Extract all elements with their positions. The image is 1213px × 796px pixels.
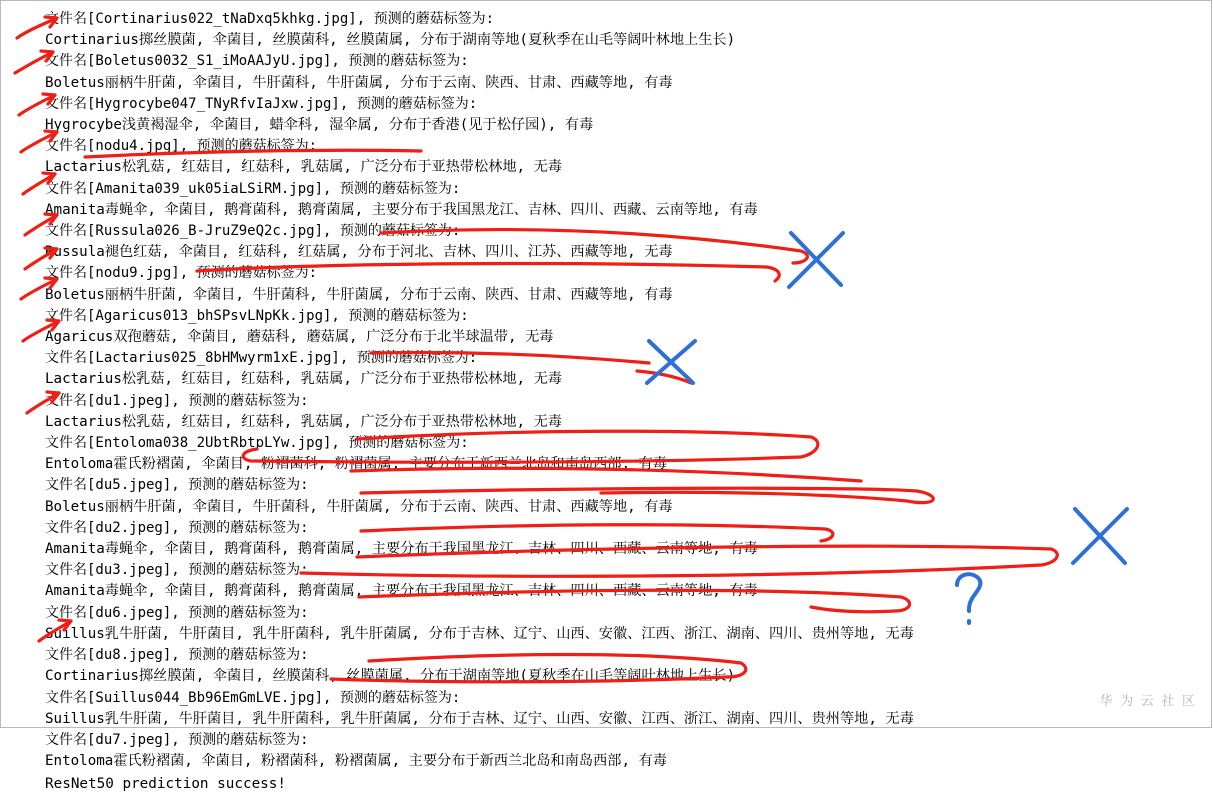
list-item bbox=[1, 179, 1213, 221]
status-text: ResNet50 prediction success! bbox=[45, 776, 287, 793]
file-header: 文件名[du3.jpeg], 预测的蘑菇标签为: bbox=[45, 562, 309, 579]
list-item bbox=[1, 136, 1213, 178]
prediction-text: Amanita毒蝇伞, 伞菌目, 鹅膏菌科, 鹅膏菌属, 主要分布于我国黑龙江、吉林、四川、西藏、云南等地, 有毒 bbox=[45, 583, 758, 600]
list-item bbox=[1, 94, 1213, 136]
file-header: 文件名[Suillus044_Bb96EmGmLVE.jpg], 预测的蘑菇标签为: bbox=[45, 689, 461, 706]
prediction-text: Cortinarius掷丝膜菌, 伞菌目, 丝膜菌科, 丝膜菌属, 分布于湖南等地(夏秋季在山毛等阔叶林地上生长) bbox=[45, 32, 736, 49]
prediction-text: Lactarius松乳菇, 红菇目, 红菇科, 乳菇属, 广泛分布于亚热带松林地, 无毒 bbox=[45, 371, 562, 388]
list-item bbox=[1, 518, 1213, 560]
list-item bbox=[1, 51, 1213, 93]
list-item bbox=[1, 391, 1213, 433]
file-header: 文件名[Agaricus013_bhSPsvLNpKk.jpg], 预测的蘑菇标签为: bbox=[45, 307, 469, 324]
prediction-text: Lactarius松乳菇, 红菇目, 红菇科, 乳菇属, 广泛分布于亚热带松林地, 无毒 bbox=[45, 159, 562, 176]
file-header: 文件名[du7.jpeg], 预测的蘑菇标签为: bbox=[45, 731, 309, 748]
file-header: 文件名[Cortinarius022_tNaDxq5khkg.jpg], 预测的蘑菇标签为: bbox=[45, 11, 495, 27]
list-item bbox=[1, 433, 1213, 475]
console-output bbox=[1, 1, 1213, 796]
file-header: 文件名[du8.jpeg], 预测的蘑菇标签为: bbox=[45, 647, 309, 664]
prediction-text: Suillus乳牛肝菌, 牛肝菌目, 乳牛肝菌科, 乳牛肝菌属, 分布于吉林、辽宁、山西、安徽、江西、浙江、湖南、四川、贵州等地, 无毒 bbox=[45, 710, 914, 727]
list-item bbox=[1, 475, 1213, 517]
file-header: 文件名[Hygrocybe047_TNyRfvIaJxw.jpg], 预测的蘑菇标签为: bbox=[45, 95, 478, 112]
prediction-text: Russula褪色红菇, 伞菌目, 红菇科, 红菇属, 分布于河北、吉林、四川、江苏、西藏等地, 无毒 bbox=[45, 244, 673, 261]
list-item bbox=[1, 560, 1213, 602]
file-header: 文件名[du6.jpeg], 预测的蘑菇标签为: bbox=[45, 604, 309, 621]
list-item bbox=[1, 221, 1213, 263]
list-item bbox=[1, 645, 1213, 687]
watermark: 华 为 云 社 区 bbox=[1099, 693, 1197, 708]
prediction-text: Amanita毒蝇伞, 伞菌目, 鹅膏菌科, 鹅膏菌属, 主要分布于我国黑龙江、吉林、四川、西藏、云南等地, 有毒 bbox=[45, 201, 758, 218]
list-item bbox=[1, 730, 1213, 772]
file-header: 文件名[du2.jpeg], 预测的蘑菇标签为: bbox=[45, 519, 309, 536]
prediction-text: Entoloma霍氏粉褶菌, 伞菌目, 粉褶菌科, 粉褶菌属, 主要分布于新西兰北岛和南岛西部, 有毒 bbox=[45, 456, 667, 473]
prediction-text: Entoloma霍氏粉褶菌, 伞菌目, 粉褶菌科, 粉褶菌属, 主要分布于新西兰北岛和南岛西部, 有毒 bbox=[45, 753, 667, 770]
prediction-text: Boletus丽柄牛肝菌, 伞菌目, 牛肝菌科, 牛肝菌属, 分布于云南、陕西、甘肃、西藏等地, 有毒 bbox=[45, 498, 673, 515]
list-item bbox=[1, 603, 1213, 645]
file-header: 文件名[Russula026_B-JruZ9eQ2c.jpg], 预测的蘑菇标签为: bbox=[45, 223, 461, 240]
file-header: 文件名[Boletus0032_S1_iMoAAJyU.jpg], 预测的蘑菇标签为: bbox=[45, 53, 469, 70]
prediction-text: Cortinarius掷丝膜菌, 伞菌目, 丝膜菌科, 丝膜菌属, 分布于湖南等地(夏秋季在山毛等阔叶林地上生长) bbox=[45, 668, 736, 685]
file-header: 文件名[Lactarius025_8bHMwyrm1xE.jpg], 预测的蘑菇标签为: bbox=[45, 350, 478, 367]
prediction-text: Hygrocybe浅黄褐湿伞, 伞菌目, 蜡伞科, 湿伞属, 分布于香港(见于松仔园), 有毒 bbox=[45, 117, 594, 134]
prediction-text: Agaricus双孢蘑菇, 伞菌目, 蘑菇科, 蘑菇属, 广泛分布于北半球温带, 无毒 bbox=[45, 329, 554, 346]
file-header: 文件名[nodu4.jpg], 预测的蘑菇标签为: bbox=[45, 138, 318, 155]
file-header: 文件名[Amanita039_uk05iaLSiRM.jpg], 预测的蘑菇标签为: bbox=[45, 180, 461, 197]
list-item bbox=[1, 306, 1213, 348]
prediction-text: Boletus丽柄牛肝菌, 伞菌目, 牛肝菌科, 牛肝菌属, 分布于云南、陕西、甘肃、西藏等地, 有毒 bbox=[45, 286, 673, 303]
list-item bbox=[1, 348, 1213, 390]
file-header: 文件名[du1.jpeg], 预测的蘑菇标签为: bbox=[45, 392, 309, 409]
list-item bbox=[1, 9, 1213, 51]
prediction-text: Amanita毒蝇伞, 伞菌目, 鹅膏菌科, 鹅膏菌属, 主要分布于我国黑龙江、吉林、四川、西藏、云南等地, 有毒 bbox=[45, 541, 758, 558]
list-item bbox=[1, 688, 1213, 730]
prediction-text: Boletus丽柄牛肝菌, 伞菌目, 牛肝菌科, 牛肝菌属, 分布于云南、陕西、甘肃、西藏等地, 有毒 bbox=[45, 74, 673, 91]
prediction-text: Lactarius松乳菇, 红菇目, 红菇科, 乳菇属, 广泛分布于亚热带松林地, 无毒 bbox=[45, 413, 562, 430]
list-item bbox=[1, 263, 1213, 305]
prediction-text: Suillus乳牛肝菌, 牛肝菌目, 乳牛肝菌科, 乳牛肝菌属, 分布于吉林、辽宁、山西、安徽、江西、浙江、湖南、四川、贵州等地, 无毒 bbox=[45, 625, 914, 642]
file-header: 文件名[Entoloma038_2UbtRbtpLYw.jpg], 预测的蘑菇标签为: bbox=[45, 435, 469, 452]
file-header: 文件名[nodu9.jpg], 预测的蘑菇标签为: bbox=[45, 265, 318, 282]
file-header: 文件名[du5.jpeg], 预测的蘑菇标签为: bbox=[45, 477, 309, 494]
